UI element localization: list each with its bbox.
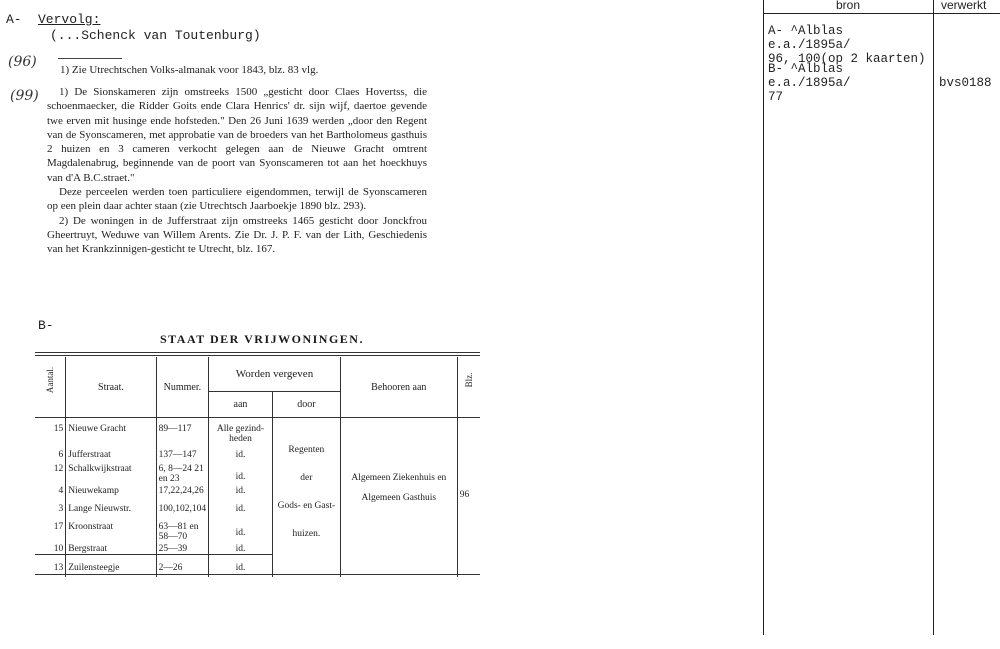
header-aan: aan <box>209 391 273 417</box>
footnote-99-para1: 1) De Sionskameren zijn omstreeks 1500 „gesticht door Claes Hovertss, die schoenmaecker, die Ridder Goits ende Clara Henrics' dr. sijn wijf, daertoe gevende twe erven mit husinge ende hofsteden." Den 26 Juni 1639 werden „door den Regent van de Syonscameren, met approbatie van de broeders van het Bartholomeus gasthuis 2 huizen en 3 cameren verkocht gelegen aan de Nieuwe Gracht omtrent Magdalenabrug, beginnende van de poort van Syonscameren tot aan het hoeckhuys van d'A B.C.straet." <box>47 86 427 184</box>
bron-entry-b-line1: B- ^Alblas e.a./1895a/ <box>768 62 851 90</box>
vrijwoningen-table-wrap <box>35 357 480 577</box>
bron-column-header: bron <box>836 0 861 12</box>
door-line-1: Regenten <box>288 445 325 455</box>
cell-straat: Nieuwekamp <box>66 484 156 496</box>
cell-aantal: 4 <box>35 484 66 496</box>
cell-aan: id. <box>209 460 273 484</box>
header-door: door <box>272 391 340 417</box>
bron-entry-b-line2: 77 <box>768 90 784 104</box>
cell-nummer: 63—81 en 58—70 <box>156 514 209 542</box>
cell-nummer: 100,102,104 <box>156 496 209 514</box>
header-nummer: Nummer. <box>156 357 209 418</box>
column-divider-left <box>763 0 764 635</box>
cell-nummer: 6, 8—24 21 en 23 <box>156 460 209 484</box>
cell-aantal: 15 <box>35 418 66 445</box>
blz-value: 96 <box>459 490 470 500</box>
cell-nummer: 25—39 <box>156 542 209 555</box>
section-a-title: Vervolg: <box>38 12 101 27</box>
section-a-subtitle: (...Schenck van Toutenburg) <box>50 28 261 43</box>
behooren-line-1: Algemeen Ziekenhuis en <box>351 473 447 483</box>
cell-straat: Jufferstraat <box>66 444 156 460</box>
header-worden-vergeven: Worden vergeven <box>209 357 341 391</box>
vrijwoningen-table <box>35 357 480 577</box>
door-line-4: huizen. <box>292 529 321 539</box>
header-blz: Blz. <box>457 357 480 418</box>
cell-aantal: 13 <box>35 555 66 578</box>
cell-aantal: 10 <box>35 542 66 555</box>
cell-blz-merged <box>457 418 480 578</box>
cell-straat: Nieuwe Gracht <box>66 418 156 445</box>
cell-aan: id. <box>209 496 273 514</box>
cell-straat: Kroonstraat <box>66 514 156 542</box>
margin-note-96: (96) <box>8 54 37 70</box>
cell-aan: id. <box>209 542 273 555</box>
cell-aantal: 6 <box>35 444 66 460</box>
bron-entry-b <box>768 62 932 104</box>
cell-straat: Lange Nieuwstr. <box>66 496 156 514</box>
cell-aan: id. <box>209 514 273 542</box>
column-divider-right <box>933 0 934 635</box>
table-bottom-rule <box>35 574 480 575</box>
verwerkt-column-header: verwerkt <box>941 0 987 12</box>
footnote-99-para3: 2) De woningen in de Jufferstraat zijn omstreeks 1465 gesticht door Jonckfrou Gheertruyt, Weduwe van Willem Arents. Zie Dr. J. P. F. van der Lith, Geschiedenis van het Krankzinnigen-gesticht te Utrecht, blz. 167. <box>47 214 427 256</box>
column-header-rule <box>763 13 1000 14</box>
footnote-96-text: 1) Zie Utrechtschen Volks-almanak voor 1843, blz. 83 vlg. <box>60 64 319 76</box>
cell-door-merged <box>272 418 340 578</box>
table-row <box>35 418 480 445</box>
section-a-label: A- <box>6 12 22 27</box>
cell-straat: Bergstraat <box>66 542 156 555</box>
table-title: STAAT DER VRIJWONINGEN. <box>160 332 364 346</box>
cell-nummer: 137—147 <box>156 444 209 460</box>
header-behooren-aan: Behooren aan <box>340 357 457 418</box>
cell-nummer: 17,22,24,26 <box>156 484 209 496</box>
cell-straat: Schalkwijkstraat <box>66 460 156 484</box>
cell-nummer: 2—26 <box>156 555 209 578</box>
cell-aantal: 12 <box>35 460 66 484</box>
table-top-rule-1 <box>35 352 480 353</box>
footnote-99-para2: Deze perceelen werden toen particuliere eigendommen, terwijl de Syonscameren op een plein daar achter staan (zie Utrechtsch Jaarboekje 1890 blz. 293). <box>47 186 427 213</box>
verwerkt-entry-b: bvs0188 <box>939 76 992 90</box>
header-aantal: Aantal. <box>35 357 66 418</box>
margin-note-99: (99) <box>10 88 39 104</box>
cell-behooren-merged <box>340 418 457 578</box>
cell-nummer: 89—117 <box>156 418 209 445</box>
behooren-line-2: Algemeen Gasthuis <box>361 493 437 503</box>
footnote-rule <box>58 58 122 59</box>
cell-aantal: 3 <box>35 496 66 514</box>
table-top-rule-2 <box>35 355 480 356</box>
cell-aan: id. <box>209 555 273 578</box>
bron-entry-a <box>768 24 932 66</box>
door-line-2: der <box>300 473 313 483</box>
bron-entry-a-line2: 96, 100(op 2 kaarten) <box>768 52 926 66</box>
door-line-3: Gods- en Gast- <box>277 501 336 511</box>
header-straat: Straat. <box>66 357 156 418</box>
cell-aan: id. <box>209 484 273 496</box>
cell-aantal: 17 <box>35 514 66 542</box>
cell-aan: Alle gezind-heden <box>209 418 273 445</box>
cell-straat: Zuilensteegje <box>66 555 156 578</box>
cell-aan: id. <box>209 444 273 460</box>
section-b-label: B- <box>38 318 54 333</box>
bron-entry-a-line1: A- ^Alblas e.a./1895a/ <box>768 24 851 52</box>
footnote-99-block <box>47 85 427 257</box>
